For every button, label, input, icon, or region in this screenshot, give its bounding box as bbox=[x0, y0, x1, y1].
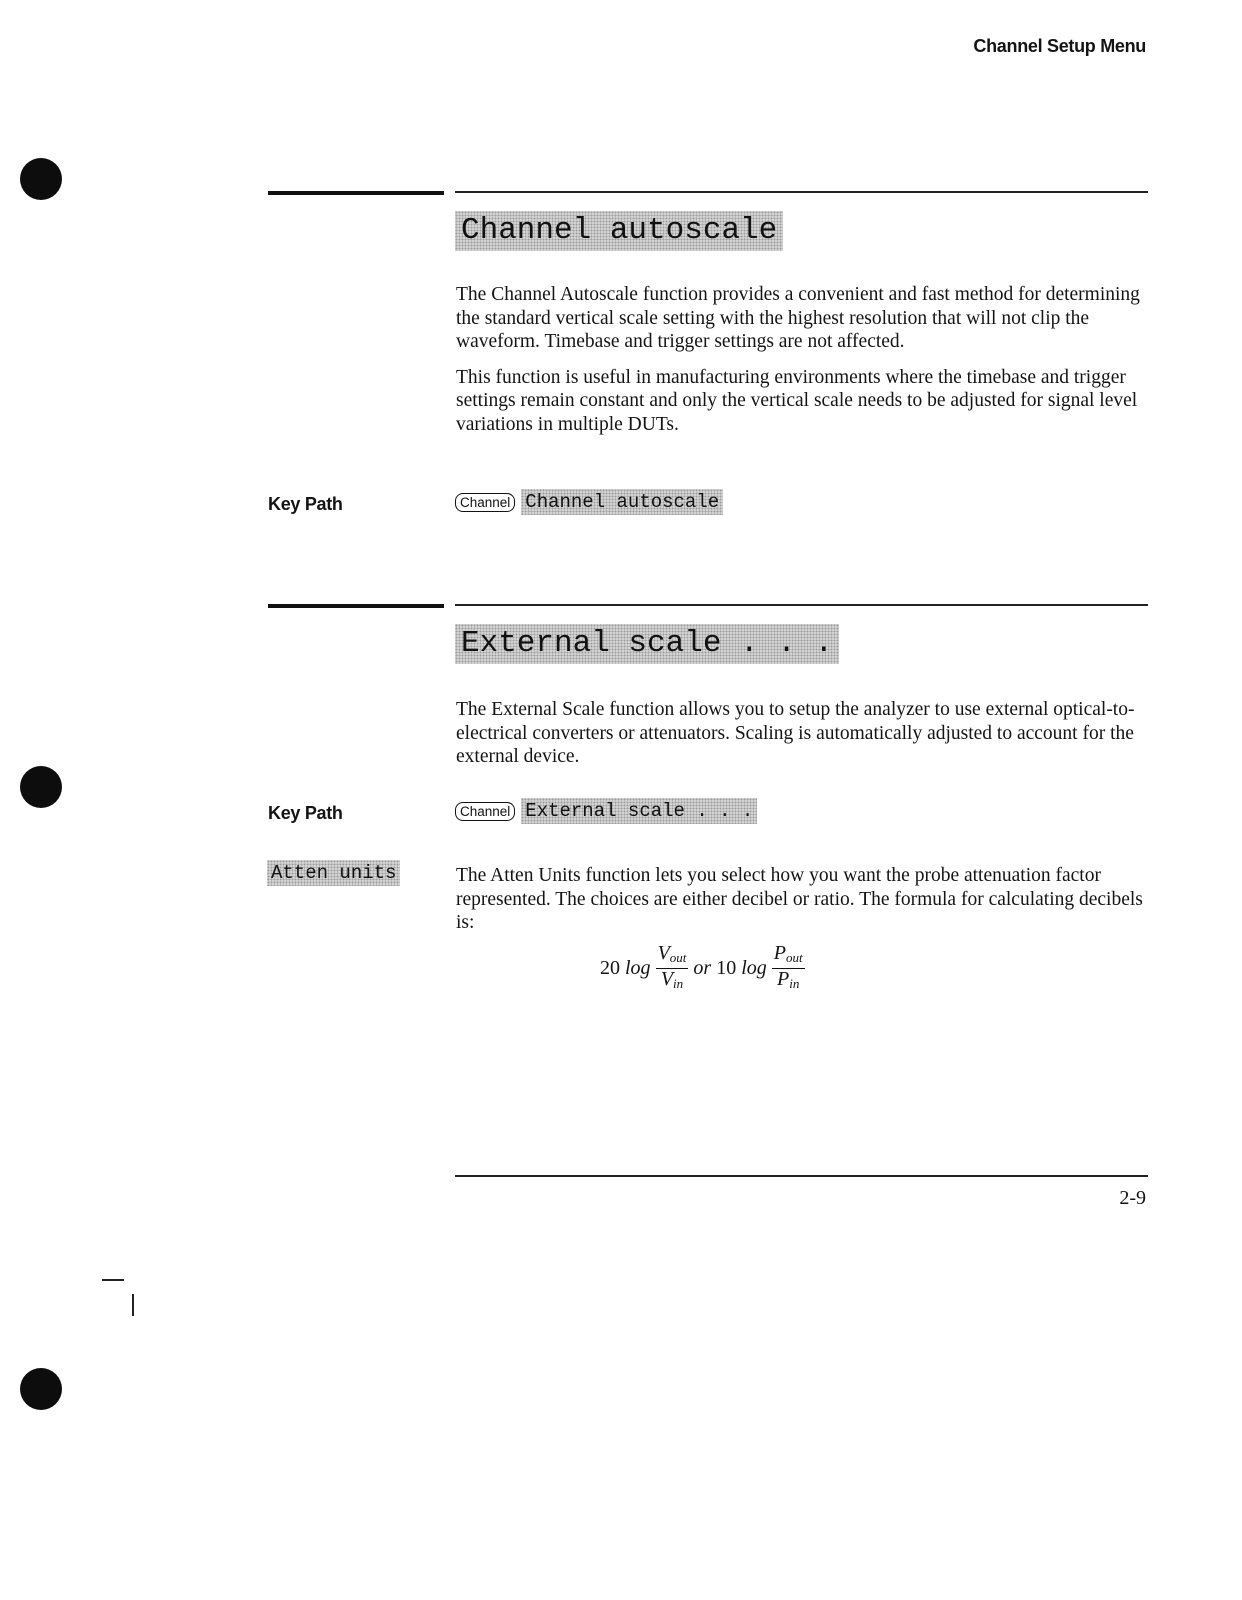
paragraph: The Channel Autoscale function provides a convenient and fast method for determining the standard vertical scale setting with the highest resolution that will not clip the waveform. Timebase and trigger settings are not affected. bbox=[456, 284, 1140, 352]
key-path bbox=[455, 489, 723, 515]
binder-hole-top bbox=[20, 158, 62, 200]
running-head: Channel Setup Menu bbox=[973, 36, 1146, 56]
decibel-formula bbox=[600, 943, 805, 994]
section-heading-channel-autoscale: Channel autoscale bbox=[455, 211, 783, 251]
channel-hardkey[interactable]: Channel bbox=[455, 802, 515, 821]
power-ratio: $\frac{P_{out}}{P_{in}}$ bbox=[773, 942, 803, 991]
key-path bbox=[455, 798, 757, 824]
section-heading-external-scale: External scale . . . bbox=[455, 624, 839, 664]
external-scale-softkey[interactable]: External scale . . . bbox=[521, 798, 757, 824]
section-rule-right bbox=[455, 191, 1148, 193]
footer-rule bbox=[455, 1175, 1148, 1177]
atten-units-description bbox=[456, 864, 1156, 947]
crop-mark bbox=[102, 1279, 124, 1281]
channel-hardkey[interactable]: Channel bbox=[455, 493, 515, 512]
formula-log: log bbox=[741, 957, 767, 979]
paragraph: The Atten Units function lets you select how you want the probe attenuation factor represented. The choices are either decibel or ratio. The formula for calculating decibels is: bbox=[456, 865, 1143, 933]
key-path-label: Key Path bbox=[268, 803, 343, 823]
page-number: 2-9 bbox=[1119, 1187, 1146, 1209]
section-body-external-scale bbox=[456, 698, 1156, 781]
section-body-channel-autoscale bbox=[456, 283, 1156, 448]
formula-or: or bbox=[693, 957, 712, 979]
section-rule-right bbox=[455, 604, 1148, 606]
voltage-ratio: $\frac{V_{out}}{V_{in}}$ bbox=[657, 942, 687, 991]
section-rule-left bbox=[268, 604, 444, 608]
formula-log: log bbox=[625, 957, 651, 979]
formula-coefficient: 20 bbox=[600, 957, 620, 979]
section-rule-left bbox=[268, 191, 444, 195]
channel-autoscale-softkey[interactable]: Channel autoscale bbox=[521, 489, 723, 515]
crop-mark bbox=[132, 1294, 134, 1316]
binder-hole-middle bbox=[20, 766, 62, 808]
binder-hole-bottom bbox=[20, 1368, 62, 1410]
paragraph: The External Scale function allows you to setup the analyzer to use external optical-to-electrical converters or attenuators. Scaling is automatically adjusted to account for the external device. bbox=[456, 699, 1135, 767]
key-path-label: Key Path bbox=[268, 494, 343, 514]
formula-coefficient: 10 bbox=[716, 957, 737, 979]
atten-units-softkey[interactable]: Atten units bbox=[267, 860, 400, 886]
paragraph: This function is useful in manufacturing environments where the timebase and trigger settings remain constant and only the vertical scale needs to be adjusted for signal level variations in multiple DUTs. bbox=[456, 366, 1138, 435]
